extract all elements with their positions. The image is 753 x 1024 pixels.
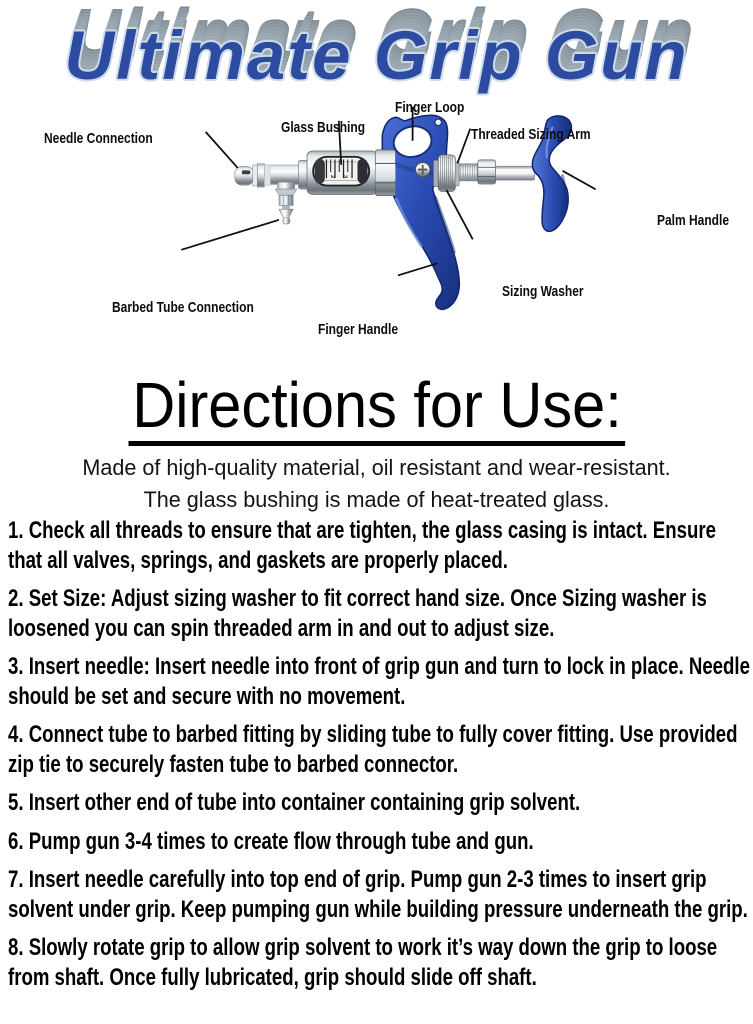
scale-number: 3 (341, 175, 348, 179)
label-threaded-sizing-arm: Threaded Sizing Arm (471, 126, 591, 143)
label-palm-handle: Palm Handle (657, 212, 730, 229)
label-needle-connection: Needle Connection (44, 130, 153, 147)
barrel-shape (235, 150, 396, 196)
directions-steps (8, 516, 753, 1001)
direction-step-4: 4. Connect tube to barbed fitting by sliding tube to fully cover fitting. Use provided zip tie to securely fasten tube to barbed connector. (8, 721, 738, 778)
scale-number: 2 (329, 175, 336, 179)
label-barbed-tube-connection: Barbed Tube Connection (112, 299, 254, 316)
callout-line-needle (206, 132, 237, 167)
callout-line-threaded (458, 129, 470, 162)
hanging-hole (435, 119, 442, 126)
direction-step-8: 8. Slowly rotate grip to allow grip solvent to work it’s way down the grip to loose from shaft. Once fully lubricated, grip should slide off shaft. (8, 934, 718, 991)
label-finger-loop: Finger Loop (395, 99, 465, 116)
direction-step-1: 1. Check all threads to ensure that are tighten, the glass casing is intact. Ensure that all valves, springs, and gaskets are properly placed. (8, 517, 716, 574)
page-title: Ultimate Grip Gun (64, 17, 689, 94)
barbed-fitting-shape (275, 182, 297, 224)
callout-line-washer (447, 191, 473, 239)
callout-line-palm (563, 171, 595, 189)
label-finger-handle: Finger Handle (318, 321, 399, 338)
callout-line-barbed (182, 220, 278, 250)
direction-step-6: 6. Pump gun 3-4 times to create flow through tube and gun. (8, 827, 534, 855)
direction-step-5: 5. Insert other end of tube into container containing grip solvent. (8, 789, 581, 816)
product-diagram (0, 85, 753, 380)
label-sizing-washer: Sizing Washer (502, 283, 584, 300)
directions-subtitle-line1: Made of high-quality material, oil resistant and wear-resistant. (82, 455, 671, 480)
direction-step-7: 7. Insert needle carefully into top end of grip. Pump gun 2-3 times to insert grip solvent under grip. Keep pumping gun while building pressure underneath the grip. (8, 866, 748, 923)
callout-line-finger (399, 264, 437, 276)
threaded-arm-shape (434, 155, 535, 191)
directions-subtitle-line2: The glass bushing is made of heat-treated glass. (143, 487, 610, 512)
direction-step-2: 2. Set Size: Adjust sizing washer to fit correct hand size. Once Sizing washer is loosened you can spin threaded arm in and out to adjust size. (8, 585, 707, 642)
finger-handle-shape (382, 115, 459, 309)
directions-heading: Directions for Use: (128, 372, 625, 446)
label-glass-bushing: Glass Bushing (281, 119, 366, 136)
handle-screw (415, 162, 430, 177)
direction-step-3: 3. Insert needle: Insert needle into front of grip gun and turn to lock in place. Needle should be set and secure with no movement. (8, 653, 750, 710)
